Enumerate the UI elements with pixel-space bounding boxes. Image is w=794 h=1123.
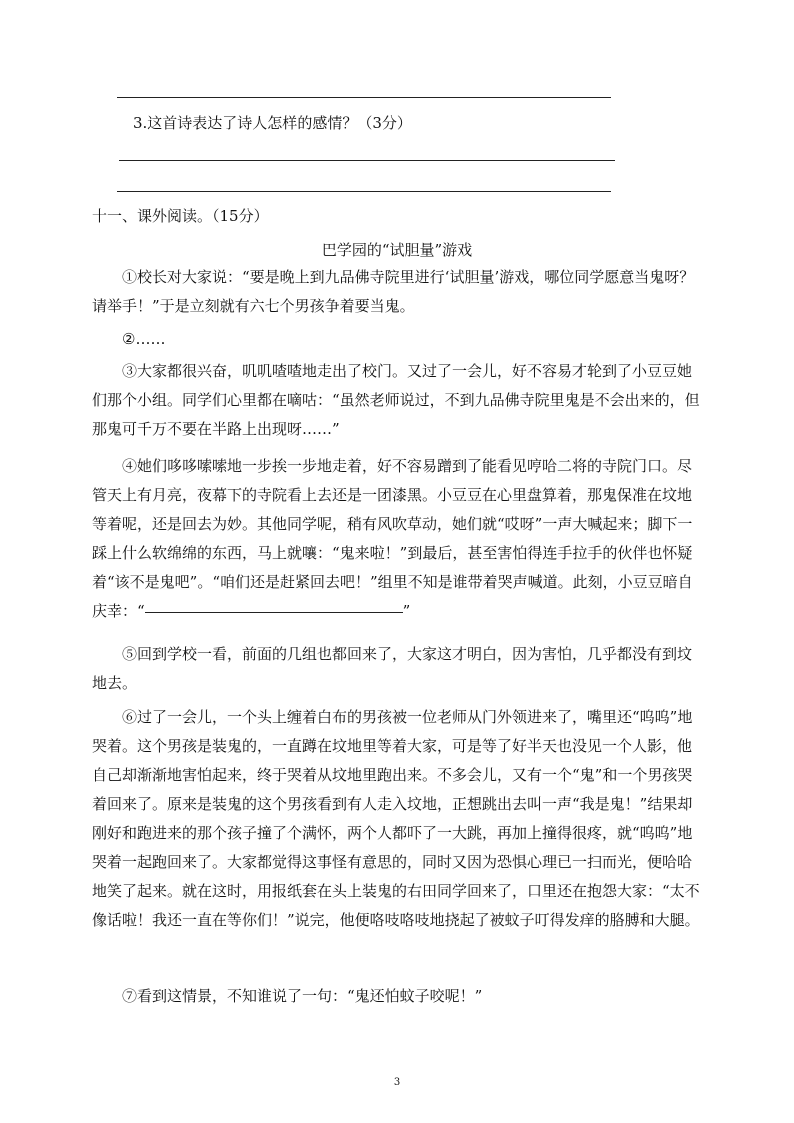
paragraph-6: ⑥过了一会儿，一个头上缠着白布的男孩被一位老师从门外领进来了，嘴里还“呜呜”地哭着。这个男孩是装鬼的，一直蹲在坟地里等着大家，可是等了好半天也没见一个人影，他自己却渐渐地害怕起来，终于哭着从坟地里跑出来。不多会儿，又有一个“鬼”和一个男孩哭着回来了。原来是装鬼的这个男孩看到有人走入坟地，正想跳出去叫一声“我是鬼！”结果却刚好和跑进来的那个孩子撞了个满怀，两个人都吓了一大跳，再加上撞得很疼，就“呜呜”地哭着一起跑回来了。大家都觉得这事怪有意思的，同时又因为恐惧心理已一扫而光，便哈哈地笑了起来。就在这时，用报纸套在头上装鬼的右田同学回来了，口里还在抱怨大家：“太不像话啦！我还一直在等你们！”说完，他便咯吱咯吱地挠起了被蚊子叮得发痒的胳膊和大腿。: [92, 708, 700, 929]
paragraph-7: ⑦看到这情景，不知谁说了一句：“鬼还怕蚊子咬呢！”: [122, 987, 483, 1005]
question-3: 3.这首诗表达了诗人怎样的感情？（3分）: [133, 114, 412, 132]
article-title: 巴学园的“试胆量”游戏: [321, 241, 473, 259]
section-heading: 十一、课外阅读。（15分）: [92, 207, 269, 225]
answer-line: [119, 160, 615, 161]
page-number: 3: [393, 1077, 401, 1088]
paragraph-1: ①校长对大家说：“要是晚上到九品佛寺院里进行‘试胆量’游戏，哪位同学愿意当鬼呀？请举手！”于是立刻就有六七个男孩争着要当鬼。: [92, 268, 695, 315]
paragraph-4: [92, 452, 704, 626]
paragraph-5: ⑤回到学校一看，前面的几组也都回来了，大家这才明白，因为害怕，几乎都没有到坟地去。: [92, 645, 693, 692]
paragraph-3-text: ③大家都很兴奋，叽叽喳喳地走出了校门。又过了一会儿，好不容易才轮到了小豆豆她们那个小组。同学们心里都在嘀咕：“虽然老师说过，不到九品佛寺院里鬼是不会出来的，但那鬼可千万不要在半路上出现呀……”: [92, 362, 700, 438]
fill-in-blank[interactable]: [145, 612, 403, 613]
answer-line: [117, 191, 611, 192]
paragraph-4-close-quote: ”: [402, 602, 411, 620]
answer-line: [117, 97, 611, 98]
paragraph-4-text: ④她们哆哆嗦嗦地一步挨一步地走着，好不容易蹭到了能看见哼哈二将的寺院门口。尽管天上有月亮，夜幕下的寺院看上去还是一团漆黑。小豆豆在心里盘算着，那鬼保准在坟地等着呢，还是回去为妙。其他同学呢，稍有风吹草动，她们就“哎呀”一声大喊起来；脚下一踩上什么软绵绵的东西，马上就嚷：“鬼来啦！”到最后，甚至害怕得连手拉手的伙伴也怀疑着“该不是鬼吧”。“咱们还是赶紧回去吧！”组里不知是谁带着哭声喊道。此刻，小豆豆暗自庆幸：“: [92, 457, 693, 620]
paragraph-2: ②……: [122, 330, 166, 348]
paragraph-3: [92, 357, 704, 444]
